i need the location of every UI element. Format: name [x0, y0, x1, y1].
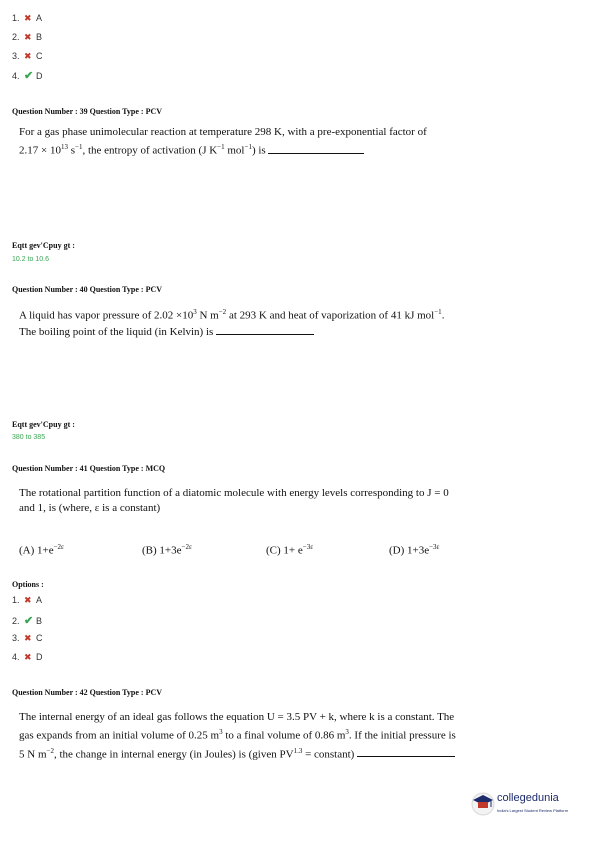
superscript: −1 [75, 143, 83, 151]
text-fragment: . [441, 309, 445, 322]
superscript: 1.3 [293, 746, 303, 755]
answer-blank [216, 324, 314, 335]
superscript: −3ε [302, 543, 314, 551]
superscript: 3 [345, 728, 349, 736]
option-row [12, 69, 43, 82]
cross-icon: ✖ [24, 633, 32, 643]
question-line [19, 324, 535, 340]
answer-value: 10.2 to 10.6 [12, 256, 49, 263]
superscript: 3 [219, 728, 223, 736]
text-fragment: = constant) [302, 748, 355, 761]
option-number: 4. [12, 652, 20, 662]
choice-text: (A) 1+e [19, 544, 54, 557]
choice-a [19, 543, 64, 557]
option-row [12, 614, 42, 627]
option-letter: B [36, 32, 43, 42]
choice-d [389, 543, 440, 557]
question-line [19, 725, 535, 744]
cross-icon: ✖ [24, 51, 32, 61]
answer-label: Eqtt gev'Cpuy gt : [12, 241, 75, 250]
question-header: Question Number : 39 Question Type : PCV [12, 107, 163, 116]
superscript: −2ε [181, 543, 192, 551]
cross-icon: ✖ [24, 13, 32, 23]
check-icon: ✔ [24, 70, 34, 82]
option-row [12, 652, 43, 663]
text-fragment: ) is [251, 144, 266, 157]
text-fragment: mol [224, 144, 245, 157]
options-label: Options : [12, 580, 44, 589]
answer-blank [268, 143, 364, 154]
superscript: −2ε [53, 543, 64, 551]
question-header: Question Number : 40 Question Type : PCV [12, 285, 163, 294]
text-fragment: A liquid has vapor pressure of 2.02 ×10 [19, 309, 194, 322]
option-row [12, 595, 42, 606]
choice-text: (C) 1+ e [266, 544, 303, 557]
question-line: and 1, is (where, ε is a constant) [19, 502, 161, 514]
superscript: 13 [60, 143, 68, 151]
superscript: −2 [46, 746, 54, 755]
option-letter: C [36, 633, 43, 643]
question-line: For a gas phase unimolecular reaction at temperature 298 K, with a pre-exponential factor of [19, 126, 427, 138]
choice-text: (B) 1+3e [142, 544, 182, 557]
text-fragment: 2.17 × 10 [19, 144, 61, 157]
option-number: 1. [12, 13, 20, 23]
text-fragment: , the change in internal energy (in Joules) is (given PV [53, 748, 294, 761]
superscript: −1 [217, 143, 225, 151]
option-number: 3. [12, 633, 20, 643]
option-letter: D [36, 71, 43, 81]
cross-icon: ✖ [24, 595, 32, 605]
option-number: 3. [12, 51, 20, 61]
superscript: −1 [244, 143, 252, 151]
answer-label: Eqtt gev'Cpuy gt : [12, 420, 75, 429]
option-number: 2. [12, 616, 20, 626]
option-row [12, 633, 43, 644]
text-fragment: The boiling point of the liquid (in Kelvin) is [19, 325, 214, 338]
question-line [19, 305, 535, 324]
text-fragment: s [67, 144, 75, 157]
question-text [19, 486, 535, 516]
logo-tagline: India's Largest Student Review Platform [497, 808, 569, 813]
logo-wordmark: collegedunia [497, 792, 559, 804]
text-fragment: gas expands from an initial volume of 0.25 m [19, 729, 220, 742]
superscript: −1 [434, 308, 442, 316]
question-line [19, 140, 535, 159]
cross-icon: ✖ [24, 652, 32, 662]
superscript: 3 [193, 308, 197, 316]
question-header: Question Number : 41 Question Type : MCQ [12, 464, 166, 473]
option-number: 4. [12, 71, 20, 81]
superscript: −2 [218, 308, 227, 316]
option-letter: A [36, 13, 43, 23]
option-row [12, 32, 42, 43]
text-fragment: to a final volume of 0.86 m [222, 729, 346, 742]
option-letter: D [36, 652, 43, 662]
choice-b [142, 543, 192, 557]
text-fragment: . If the initial pressure is [348, 729, 456, 742]
option-letter: B [36, 616, 43, 626]
question-line: The internal energy of an ideal gas follows the equation U = 3.5 PV + k, where k is a constant. The [19, 711, 455, 723]
question-text [19, 710, 535, 762]
answer-blank [357, 746, 455, 757]
option-letter: C [36, 51, 43, 61]
option-letter: A [36, 595, 43, 605]
question-text [19, 125, 535, 159]
choice-c [266, 543, 313, 557]
question-line [19, 744, 535, 763]
option-row [12, 13, 42, 24]
option-row [12, 51, 43, 62]
text-fragment: N m [196, 309, 219, 322]
check-icon: ✔ [24, 615, 34, 627]
option-number: 2. [12, 32, 20, 42]
text-fragment: at 293 K and heat of vaporization of 41 kJ mol [226, 309, 435, 322]
text-fragment: , the entropy of activation (J K [82, 144, 218, 157]
answer-value: 380 to 385 [12, 434, 46, 441]
superscript: −3ε [429, 543, 440, 551]
option-number: 1. [12, 595, 20, 605]
text-fragment: 5 N m [19, 748, 47, 761]
cross-icon: ✖ [24, 32, 32, 42]
graduation-cap-icon [470, 790, 496, 816]
question-header: Question Number : 42 Question Type : PCV [12, 688, 163, 697]
choice-text: (D) 1+3e [389, 544, 430, 557]
question-line: The rotational partition function of a diatomic molecule with energy levels corresponding to J = 0 [19, 487, 449, 499]
question-text [19, 305, 535, 340]
